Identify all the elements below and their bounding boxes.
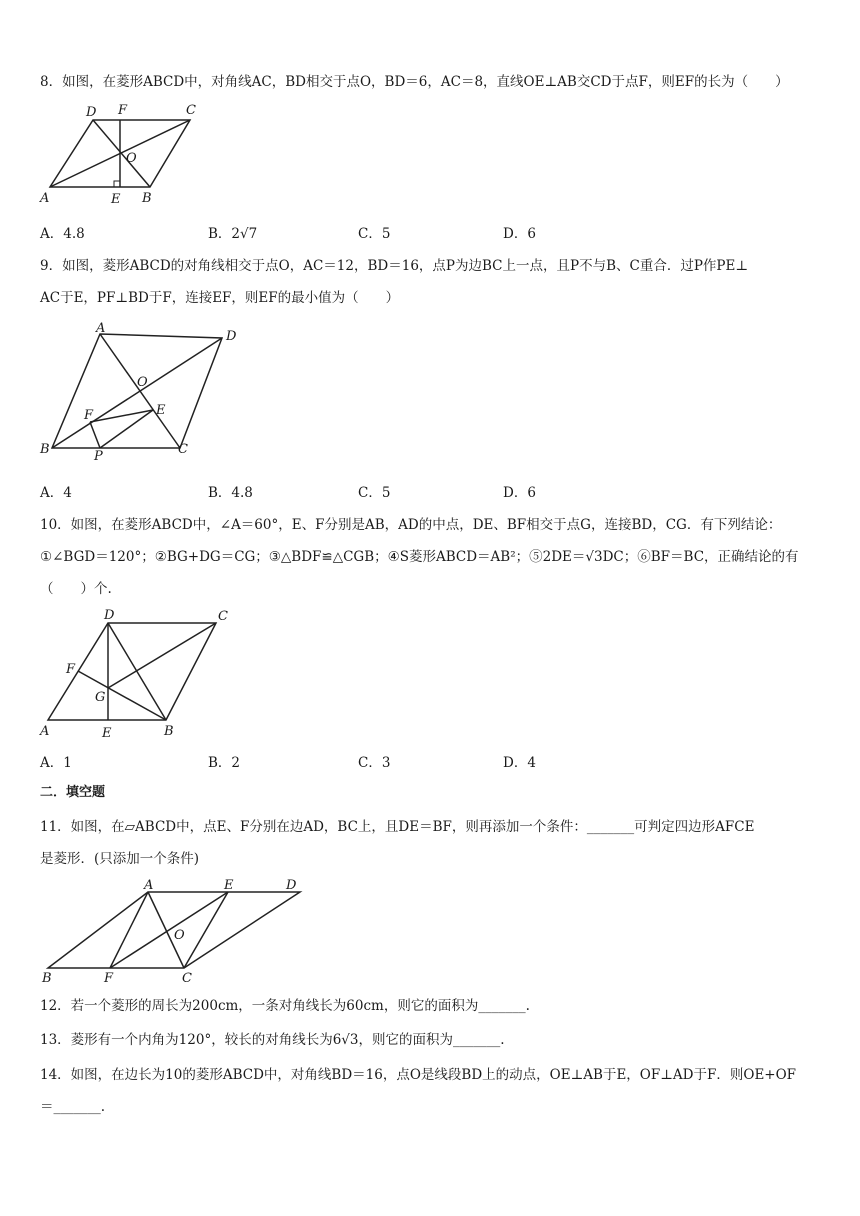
label-a: A <box>144 878 154 893</box>
label-e: E <box>111 192 121 207</box>
q10-text-3: （ ）个. <box>40 581 112 597</box>
label-b: B <box>40 442 50 457</box>
q10-option-c: C．3 <box>358 755 391 771</box>
label-o: O <box>137 375 148 390</box>
q10-text-1: 10．如图，在菱形ABCD中，∠A＝60°，E、F分别是AB，AD的中点，DE、BF相交于点G，连接BD，CG．有下列结论： <box>40 517 782 533</box>
q14-text-1: 14．如图，在边长为10的菱形ABCD中，对角线BD＝16，点O是线段BD上的动点，OE⊥AB于E，OF⊥AD于F．则OE+OF <box>40 1067 797 1083</box>
q8-figure <box>38 100 208 212</box>
label-c: C <box>178 442 188 457</box>
label-a: A <box>40 724 50 739</box>
segment-pf <box>90 422 100 448</box>
segment-fb <box>78 671 166 720</box>
label-e: E <box>224 878 234 893</box>
label-f: F <box>66 662 76 677</box>
q9-option-a: A．4 <box>40 485 72 501</box>
label-c: C <box>218 609 228 624</box>
q8-option-c: C．5 <box>358 226 391 242</box>
segment-ec <box>184 892 228 968</box>
label-b: B <box>42 971 52 986</box>
q9-text-1: 9．如图，菱形ABCD的对角线相交于点O，AC＝12，BD＝16，点P为边BC上一点，且P不与B、C重合．过P作PE⊥ <box>40 258 749 274</box>
label-b: B <box>164 724 174 739</box>
label-d: D <box>86 105 97 120</box>
q10-figure <box>38 603 238 745</box>
label-o: O <box>126 151 137 166</box>
label-b: B <box>142 191 152 206</box>
diagonal-fe <box>110 892 228 968</box>
label-e: E <box>102 726 112 741</box>
q9-option-c: C．5 <box>358 485 391 501</box>
label-f: F <box>84 408 94 423</box>
label-c: C <box>186 103 196 118</box>
diagonal-bd <box>52 338 222 448</box>
q10-text-2: ①∠BGD＝120°；②BG+DG＝CG；③△BDF≌△CGB；④S菱形ABCD＝AB²；⑤2DE＝√3DC；⑥BF＝BC，正确结论的有 <box>40 549 799 565</box>
label-a: A <box>40 191 50 206</box>
section-heading-fill-in: 二．填空题 <box>40 785 106 800</box>
q13-text: 13．菱形有一个内角为120°，较长的对角线长为6√3，则它的面积为_______. <box>40 1032 505 1048</box>
label-f: F <box>118 103 128 118</box>
label-o: O <box>174 928 185 943</box>
diagonal-bd <box>93 120 150 187</box>
q9-figure <box>38 318 253 467</box>
label-d: D <box>226 329 237 344</box>
label-a: A <box>96 321 106 336</box>
q11-figure <box>38 876 308 990</box>
label-c: C <box>182 971 192 986</box>
label-d: D <box>286 878 297 893</box>
q9-option-b: B．4.8 <box>208 485 253 501</box>
q8-option-d: D．6 <box>503 226 536 242</box>
q12-text: 12．若一个菱形的周长为200cm，一条对角线长为60cm，则它的面积为_______. <box>40 998 530 1014</box>
q8-option-b: B．2√7 <box>208 226 258 242</box>
diagonal-bd <box>108 623 166 720</box>
label-e: E <box>156 403 166 418</box>
q10-option-b: B．2 <box>208 755 241 771</box>
q8-text: 8．如图，在菱形ABCD中，对角线AC，BD相交于点O，BD＝6，AC＝8，直线OE⊥AB交CD于点F，则EF的长为（ ） <box>40 74 789 90</box>
q8-option-a: A．4.8 <box>40 226 85 242</box>
label-f: F <box>104 971 114 986</box>
label-p: P <box>94 449 103 463</box>
q11-text-1: 11．如图，在▱ABCD中，点E、F分别在边AD，BC上，且DE＝BF，则再添加一个条件：_______可判定四边形AFCE <box>40 819 755 835</box>
q10-option-d: D．4 <box>503 755 536 771</box>
q9-option-d: D．6 <box>503 485 536 501</box>
q11-text-2: 是菱形．(只添加一个条件) <box>40 851 200 867</box>
label-g: G <box>95 690 106 705</box>
label-d: D <box>104 608 115 623</box>
q10-option-a: A．1 <box>40 755 72 771</box>
q9-text-2: AC于E，PF⊥BD于F，连接EF，则EF的最小值为（ ） <box>40 290 400 306</box>
q14-text-2: ＝_______. <box>40 1099 106 1115</box>
